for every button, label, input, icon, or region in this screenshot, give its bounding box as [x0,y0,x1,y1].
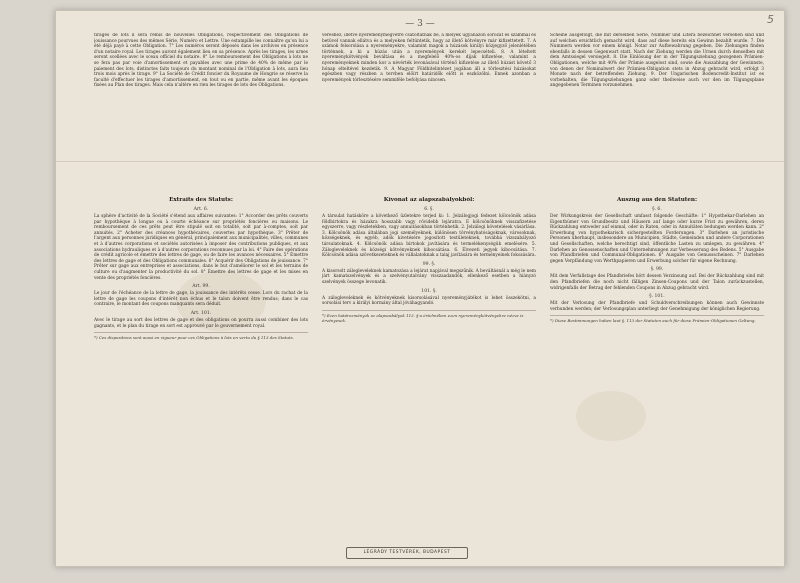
article-text: Mit der Verlosung der Pfandbriefe und Schuldverschreibungen können auch Gewinnste verbunden werden; der Verlosungsplan unterliegt der Genehmigung der königlichen Regierung. [550,301,764,312]
article-text: Avec le tirage au sort des lettres de gage et des obligations on pourra aussi combiner des lots gagnants, et le plan du tirage en sort est approuvé par le gouvernement royal. [94,317,308,329]
footnote: *) Ces dispositions sont aussi en vigueur pour ces Obligations à lots en vertu du § 113 des Statuts. [94,332,308,340]
article-heading: §. 99. [650,267,664,273]
top-german-text: Scheine ausgefolgt, die mit derselben Serie, Nummer und Litera bezeichnet versehen sind und auf welchen ersichtlich gemacht wird, dass auf diese bereits ein Gewinn bezahlt wurde. 7. Die Nummern werden vor einem königl. Notar zur Aufbewahrung gegeben. Die Ziehungen finden ebenfalls in dessen Gegenwart statt. Nach der Ziehung werden die Urnen durch denselben mit dem Amtssiegel versiegelt. 8. Die Einlösung der in der Tilgungsziehung gezogenen Prämien-Obligationen, welche mit 40% der Prämie ausgelost sind, sowie die Auszahlung der Gewinnste, von denen der Nominalwert der Prämien-Obligation stets in Abzug gebracht wird, erfolgt 3 Monate nach der betreffenden Ziehung. 9. Der Ungarischen Bodencredit-Institut ist es vorbehalten, die Tilgungsziehungen ganz oder theilweise auch vor den im Tilgungsplane angegebenen Terminen vorzunehmen. [550,33,764,89]
french-title: Extraits des Statuts: [169,197,233,203]
footnote: *) Diese Bestimmungen haben laut §. 113 der Statuten auch für diese Prämien-Obligationen Geltung. [550,315,764,323]
top-hungarian-column [322,33,536,153]
pencil-mark: 5 [767,13,774,26]
top-section [94,33,764,153]
footnote: *) Ezen határozmányok az alapszabályok 113. §-a értelmében ezen nyereménykötvényekre nézve is érvényesek. [322,310,536,323]
article-heading: 99. §. [422,261,436,267]
statutes-section [94,197,764,527]
article-text: A zálogleveleknek és kötvényeknek kisorsolásával nyereményjátékot is lehet összekötni, a sorsolási terv a királyi kormány által jóváhagyandó. [322,295,536,307]
article-text: A kisorsolt zálogleveleknek kamatozása a lejárat napjával megszűnik. A beváltásnál a még le nem járt kamatszelvények és a szelvényutalvány visszaadandók, ellenkező esetben a hiányzó szelvények összege levonatik. [322,268,536,285]
german-statutes-column [550,197,764,527]
printer-stamp: LÉGRÁDY TESTVÉREK, BUDAPEST [346,547,468,559]
article-text: La sphère d'activité de la Société s'étend aux affaires suivantes: 1° Accorder des prêts couverts par hypothèque à longue ou à courte échéance sur propriétés foncières ou maisons. Le remboursement de ces prêts peut être stipulé soit en totalité, soit par à-comptes, soit par annuités. 2° Acheter des créances hypothécaires, couvertes par hypothèque. 3° Prêter de l'argent aux personnes juridiques en général, principalement aux municipalités, villes, communes et à d'autres corporations et sociétés autorisées à imposer des contributions publiques, et aux associations hydrauliques et à d'autres corporations reconnues par la loi. 4° Faire des opérations de crédit agricole et émettre des lettres de gage, ou de faire les avances nécessaires. 5° Émettre des lettres de gage et des Obligations communales. 6° Acquérir des Obligations de jouissance. 7° Prêter sur gage aux entreprises et associations, dans le but d'améliorer le sol et les terrains de culture ou d'augmenter la productivité du sol. 8° Émettre des lettres de gage et les mises en vente des propriétés foncières. [94,214,308,281]
article-heading: §. 6. [652,207,662,212]
top-french-text: tirages de lots il sera remis de nouvelles Obligations, respectivement des Obligations de jouissance pourvues des mêmes Série, Numéro et Lettre. Une estampille les connaître qu'on lui a été déjà payé à cette Obligation. 7° Les numéros seront déposés dans les archives en présence d'un notaire royal. Les tirages auront également lieu en sa présence. Après les tirages, les urnes seront scellées avec le sceau officiel du notaire. 8° Le remboursement des Obligations à lots ne se fera pas par voie d'amortissement et payables avec une prime de 40% de même par le paiement des lots, distinctes faits toujours du montant nominal de l'Obligation à lots, aura lieu trois mois après le tirage. 9° La Société de Crédit foncier du Royaume de Hongrie se réserve la faculté d'effectuer les tirages d'amortissement, en tout ou en partie, même avant les époques fixées au Plan des tirages. Mais cela n'altère en rien les tirages de lots des Obligations. [94,33,308,89]
article-heading: Art. 99. [192,284,210,290]
article-heading: Art. 6. [193,207,209,212]
article-text: Der Wirkungskreis der Gesellschaft umfasst folgende Geschäfte: 1° Hypothekar-Darlehen an Eigenthümer von Grundbesitz und Häusern auf lange oder kurze Frist zu gewähren, deren Rückzahlung entweder auf einmal, oder in Raten, oder in Annuitäten bedungen werden kann. 2° Erwerbung von hypothekarisch sichergestellten Forderungen. 3° Darlehen an juristische Personen überhaupt, insbesondere an Municipien, Städte, Gemeinden und andere Corporationen und Gesellschaften, welche berechtigt sind, öffentliche Lasten zu umlegen, zu gewähren. 4° Darlehen an Genossenschaften und Unternehmungen zur Verbesserung des Bodens. 5° Ausgabe von Pfandbriefen und Communal-Obligationen. 6° Ausgabe von Genussscheinen. 7° Darlehen gegen Verpfändung von Werthpapieren und Erwerbung solcher für eigene Rechnung. [550,214,764,264]
german-title: Auszug aus den Statuten: [616,197,698,203]
article-text: A társulat hatásköre a következő üzletekre terjed ki: 1. Jelzálogjogi fedezet kölcsönök adása földbirtokra és házakra hosszabb vagy rövidebb lejáratra. E kölcsönöknek visszafizetése egyszerre, vagy részletekben, vagy annuitásokban történhetik. 2. Jelzálogi követelések vásárlása. 3. Kölcsönök adása általában jogi személyeknek, különösen törvényhatóságoknak, városoknak, községeknek, és egyéb, adók kivetésére jogosított testületeknek, továbbá vízszabályozó társulatoknak. 4. Kölcsönök adása birtokok javítására és termelékenységük emelésére. 5. Zálogleveleknek és községi kötvényeknek kibocsátása. 6. Élvezeti jegyek kibocsátása. 7. Kölcsönök adása szövetkezeteknek és vállalatoknak a talaj javítására és terményeinek fokozására. [322,214,536,259]
article-text: Le jour de l'échéance de la lettre de gage, la jouissance des intérêts cesse. Lors du rachat de la lettre de gage les coupons d'intérêt non échus et le talon doivent être rendus; dans le cas contraire, le montant des coupons manquants sera déduit. [94,291,308,308]
top-hungarian-text: véreshez, illetve nyereménymegvétre csatoltatnak be, a melyek ugyanazon sorozat és számmal és betüvel vannak ellátva és a melyeken feltüntetik, hogy az illető kötvényre már kifizettetett. 7. A számok felsorolása a nyereményekre, valamint magok a húzások királyi közjegyző jelenlétében történnek, a ki a húzás után a nyeremények kerekét lepecsételi. 8. A lételtett nyereménykötvények beváltása és a megfelelő 40%-os díjak kifizetése, valamint a nyereményeknek minden kor a névérték levonásával történő kifizetése az illető húzást követő 3 hónap elteltével kezdetik. 9. A Magyar Földhitelintézet jogában áll a törlesztési húzásokat egészben vagy részben a tervben előírt határidők előtt is eszközölni. Ennek azonban a nyeremények törlesztésére semmiféle befolyása nincsen. [322,33,536,83]
article-heading: 6. §. [424,207,434,212]
top-french-column [94,33,308,153]
hungarian-title: Kivonat az alapszabályokból: [383,197,475,203]
fold-line [56,161,784,162]
article-heading: 101. §. [421,288,437,294]
top-german-column [550,33,764,153]
page-number: — 3 — [405,19,435,29]
document-sheet [55,10,785,567]
article-text: Mit dem Verfallstage des Pfandbriefes hört dessen Verzinsung auf. Bei der Rückzahlung sind mit den Pfandbriefen die noch nicht fälligen Zinsen-Coupons und der Talon zurückzustellen, widrigenfalls der Betrag der fehlenden Coupons in Abzug gebracht wird. [550,274,764,291]
hungarian-statutes-column [322,197,536,527]
article-heading: Art. 101. [190,310,212,316]
french-statutes-column [94,197,308,527]
article-heading: §. 101. [649,294,665,300]
